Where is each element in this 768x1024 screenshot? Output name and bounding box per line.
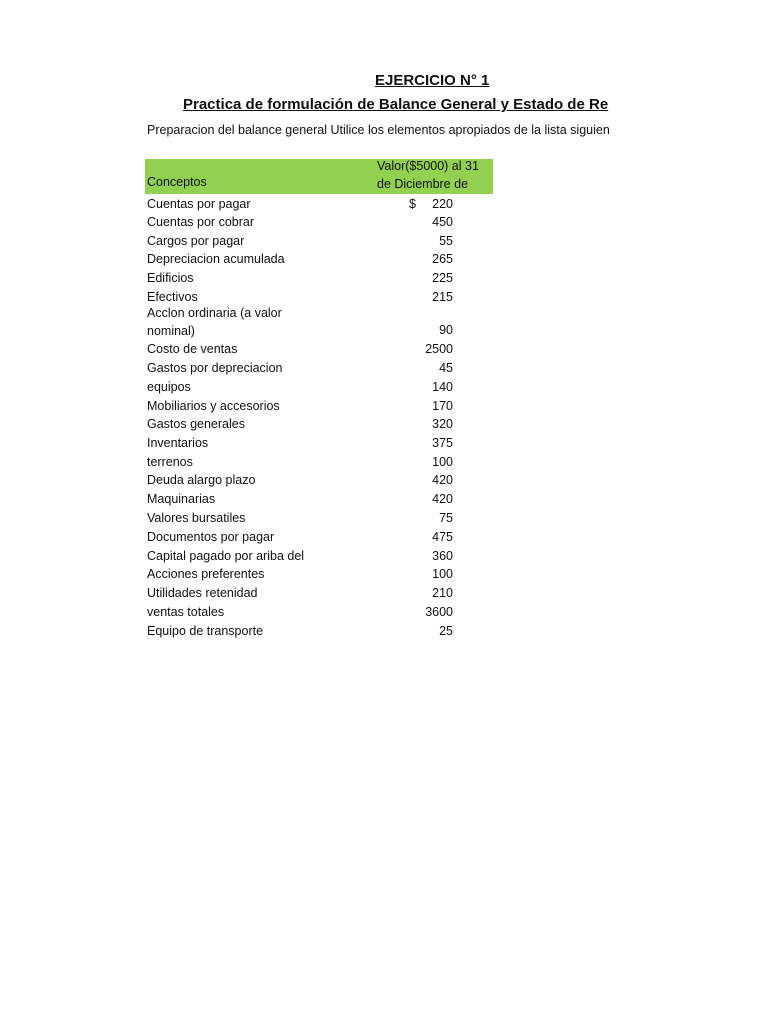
row-label: Costo de ventas [147, 342, 238, 356]
row-value: 420 [432, 473, 453, 487]
exercise-title: EJERCICIO N° 1 [375, 72, 490, 89]
row-label: equipos [147, 380, 191, 394]
table-row [0, 269, 768, 288]
row-label: Valores bursatiles [147, 511, 246, 525]
row-label: Mobiliarios y accesorios [147, 399, 280, 413]
header-value-line2: de Diciembre de [377, 177, 469, 191]
row-value: 170 [432, 399, 453, 413]
row-label: Maquinarias [147, 492, 216, 506]
table-row [0, 603, 768, 622]
table-row [0, 213, 768, 232]
row-label: Equipo de transporte [147, 624, 264, 638]
row-label: Documentos por pagar [147, 530, 275, 544]
table-row [0, 415, 768, 434]
table-row [0, 471, 768, 490]
row-label: Acciones preferentes [147, 567, 265, 581]
row-value: 25 [439, 624, 453, 638]
table-row [0, 434, 768, 453]
row-label: Cuentas por pagar [147, 197, 251, 211]
row-label: Edificios [147, 271, 194, 285]
row-label: Utilidades retenidad [147, 586, 258, 600]
table-row [0, 250, 768, 269]
row-value: 220 [432, 197, 453, 211]
row-value: 140 [432, 380, 453, 394]
table-row [0, 340, 768, 359]
header-concepts: Conceptos [147, 175, 207, 189]
table-row [0, 359, 768, 378]
table-row [0, 232, 768, 251]
row-value: 420 [432, 492, 453, 506]
header-value-line1: Valor($5000) al 31 [377, 159, 479, 173]
table-row [0, 195, 768, 214]
row-value: 475 [432, 530, 453, 544]
row-label: Gastos por depreciacion [147, 361, 283, 375]
row-value: 360 [432, 549, 453, 563]
row-label: Cuentas por cobrar [147, 215, 255, 229]
instruction-text: Preparacion del balance general Utilice los elementos apropiados de la lista siguien [147, 123, 610, 137]
row-label: ventas totales [147, 605, 225, 619]
row-value: 450 [432, 215, 453, 229]
row-value: 320 [432, 417, 453, 431]
row-label: Capital pagado por ariba del [147, 549, 305, 563]
row-value: 90 [439, 323, 453, 337]
table-row [0, 306, 768, 340]
table-row [0, 622, 768, 641]
row-label: Depreciacion acumulada [147, 252, 285, 266]
row-value: 75 [439, 511, 453, 525]
row-label: Gastos generales [147, 417, 245, 431]
row-value: 3600 [425, 605, 453, 619]
row-value: 265 [432, 252, 453, 266]
row-label: terrenos [147, 455, 193, 469]
row-value: 100 [432, 455, 453, 469]
row-value: 210 [432, 586, 453, 600]
row-label: Efectivos [147, 290, 198, 304]
row-value: 375 [432, 436, 453, 450]
row-value: 215 [432, 290, 453, 304]
row-label: Cargos por pagar [147, 234, 245, 248]
table-row [0, 397, 768, 416]
row-value: 100 [432, 567, 453, 581]
table-row [0, 490, 768, 509]
table-row [0, 509, 768, 528]
table-row [0, 584, 768, 603]
exercise-subtitle: Practica de formulación de Balance General y Estado de Re [183, 96, 609, 113]
header-value [377, 157, 493, 193]
row-value: 2500 [425, 342, 453, 356]
row-value: 55 [439, 234, 453, 248]
row-value: 225 [432, 271, 453, 285]
row-label: Inventarios [147, 436, 209, 450]
table-row [0, 453, 768, 472]
table-row [0, 288, 768, 307]
row-label-line2: nominal) [147, 324, 195, 338]
row-label: Deuda alargo plazo [147, 473, 256, 487]
table-row [0, 547, 768, 566]
row-label [147, 304, 282, 340]
table-row [0, 528, 768, 547]
row-label-line1: Acclon ordinaria (a valor [147, 306, 282, 320]
row-value: 45 [439, 361, 453, 375]
currency-symbol: $ [409, 197, 416, 211]
table-row [0, 565, 768, 584]
table-row [0, 378, 768, 397]
